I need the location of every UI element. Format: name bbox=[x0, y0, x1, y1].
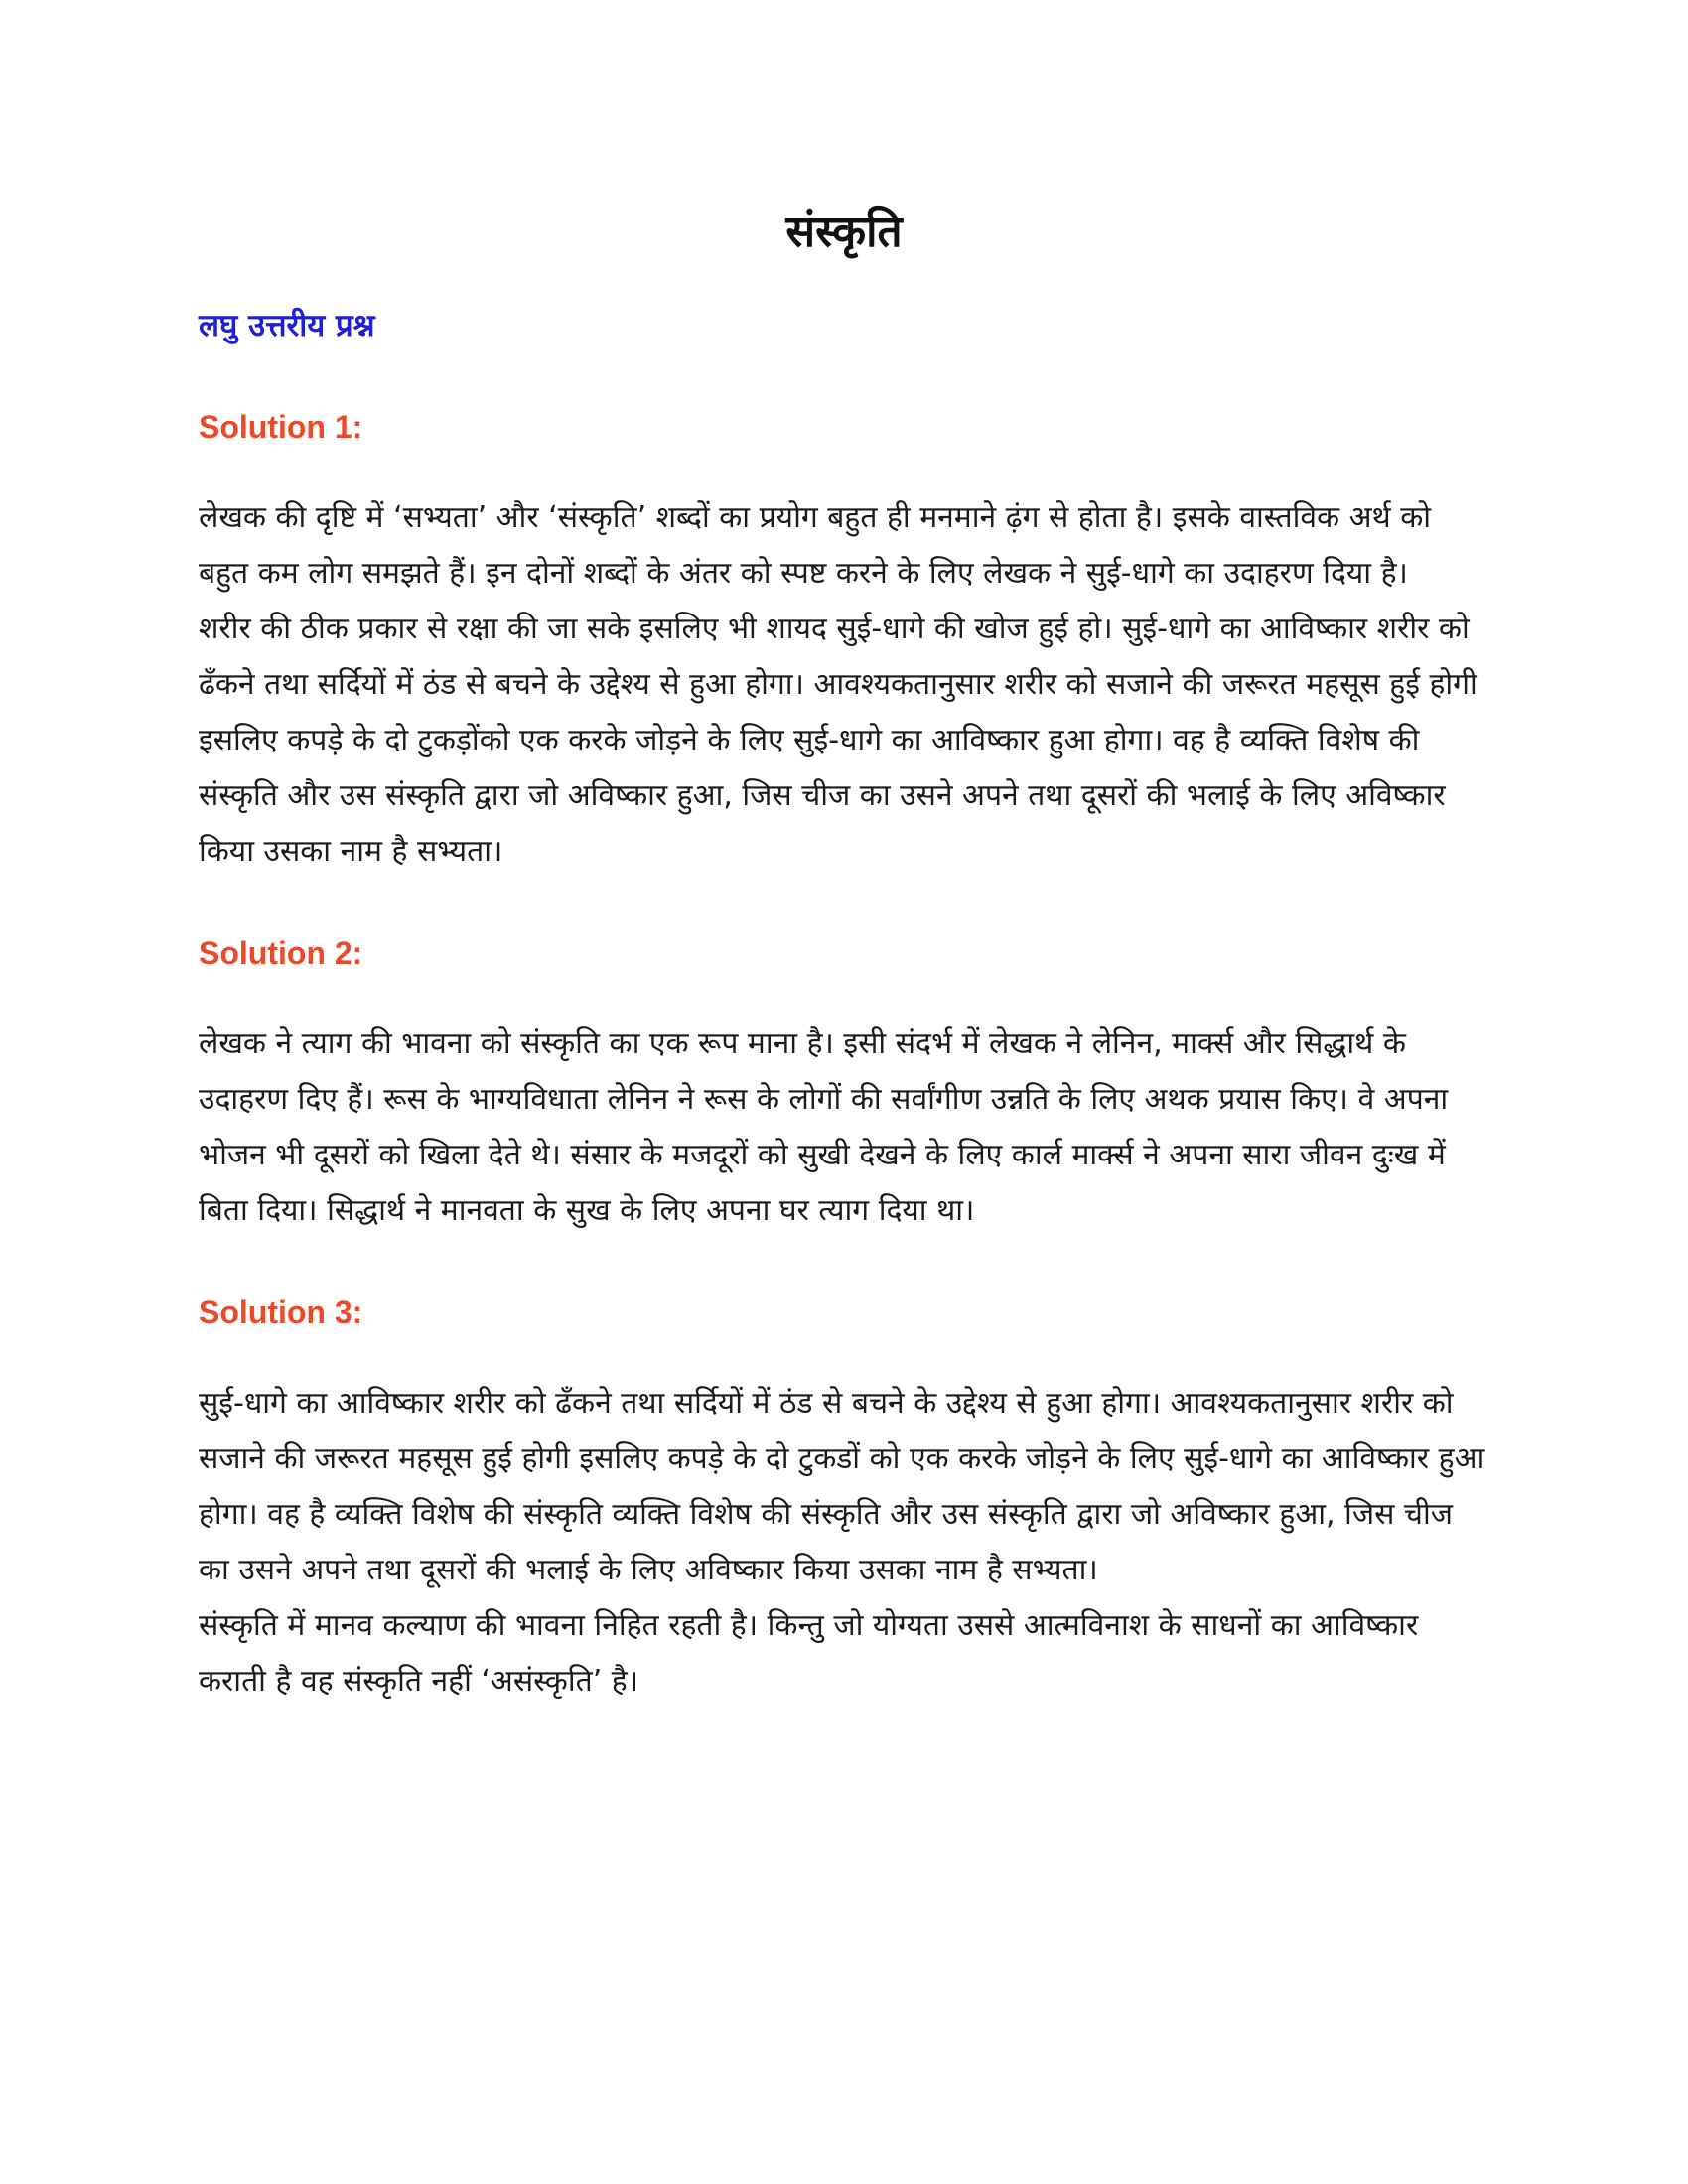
solution-paragraph: लेखक की दृष्टि में ‘सभ्यता’ और ‘संस्कृति’ शब्दों का प्रयोग बहुत ही मनमाने ढ़ंग से होता है। इसके वास्तविक अर्थ को बहुत कम लोग समझते हैं। इन दोनों शब्दों के अंतर को स्पष्ट करने के लिए लेखक ने सुई-धागे का उदाहरण दिया है। bbox=[199, 500, 1432, 591]
solution-heading: Solution 3: bbox=[199, 1295, 363, 1330]
solution-2 bbox=[199, 931, 1489, 1239]
solution-heading: Solution 2: bbox=[199, 935, 363, 971]
solution-heading: Solution 1: bbox=[199, 409, 363, 445]
solution-paragraph: शरीर की ठीक प्रकार से रक्षा की जा सके इसलिए भी शायद सुई-धागे की खोज हुई हो। सुई-धागे का आविष्कार शरीर को ढँकने तथा सर्दियों में ठंड से बचने के उद्देश्य से हुआ होगा। आवश्यकतानुसार शरीर को सजाने की जरूरत महसूस हुई होगी इसलिए कपड़े के दो टुकड़ोंको एक करके जोड़ने के लिए सुई-धागे का आविष्कार हुआ होगा। वह है व्यक्ति विशेष की संस्कृति और उस संस्कृति द्वारा जो अविष्कार हुआ, जिस चीज का उसने अपने तथा दूसरों की भलाई के लिए अविष्कार किया उसका नाम है सभ्यता। bbox=[199, 612, 1477, 869]
page-title: संस्कृति bbox=[785, 206, 903, 257]
section-heading: लघु उत्तरीय प्रश्न bbox=[199, 308, 375, 343]
solution-1 bbox=[199, 405, 1489, 880]
solution-paragraph: सुई-धागे का आविष्कार शरीर को ढँकने तथा सर्दियों में ठंड से बचने के उद्देश्य से हुआ होगा। आवश्यकतानुसार शरीर को सजाने की जरूरत महसूस हुई होगी इसलिए कपड़े के दो टुकडों को एक करके जोड़ने के लिए सुई-धागे का आविष्कार हुआ होगा। वह है व्यक्ति विशेष की संस्कृति व्यक्ति विशेष की संस्कृति और उस संस्कृति द्वारा जो अविष्कार हुआ, जिस चीज का उसने अपने तथा दूसरों की भलाई के लिए अविष्कार किया उसका नाम है सभ्यता। bbox=[199, 1386, 1485, 1587]
solution-paragraph: संस्कृति में मानव कल्याण की भावना निहित रहती है। किन्तु जो योग्यता उससे आत्मविनाश के साधनों का आविष्कार कराती है वह संस्कृति नहीं ‘असंस्कृति’ है। bbox=[199, 1608, 1419, 1699]
solution-3 bbox=[199, 1291, 1489, 1709]
solution-paragraph: लेखक ने त्याग की भावना को संस्कृति का एक रूप माना है। इसी संदर्भ में लेखक ने लेनिन, मार्क्स और सिद्धार्थ के उदाहरण दिए हैं। रूस के भाग्यविधाता लेनिन ने रूस के लोगों की सर्वांगीण उन्नति के लिए अथक प्रयास किए। वे अपना भोजन भी दूसरों को खिला देते थे। संसार के मजदूरों को सुखी देखने के लिए कार्ल मार्क्स ने अपना सारा जीवन दुःख में बिता दिया। सिद्धार्थ ने मानवता के सुख के लिए अपना घर त्याग दिया था। bbox=[199, 1026, 1449, 1228]
